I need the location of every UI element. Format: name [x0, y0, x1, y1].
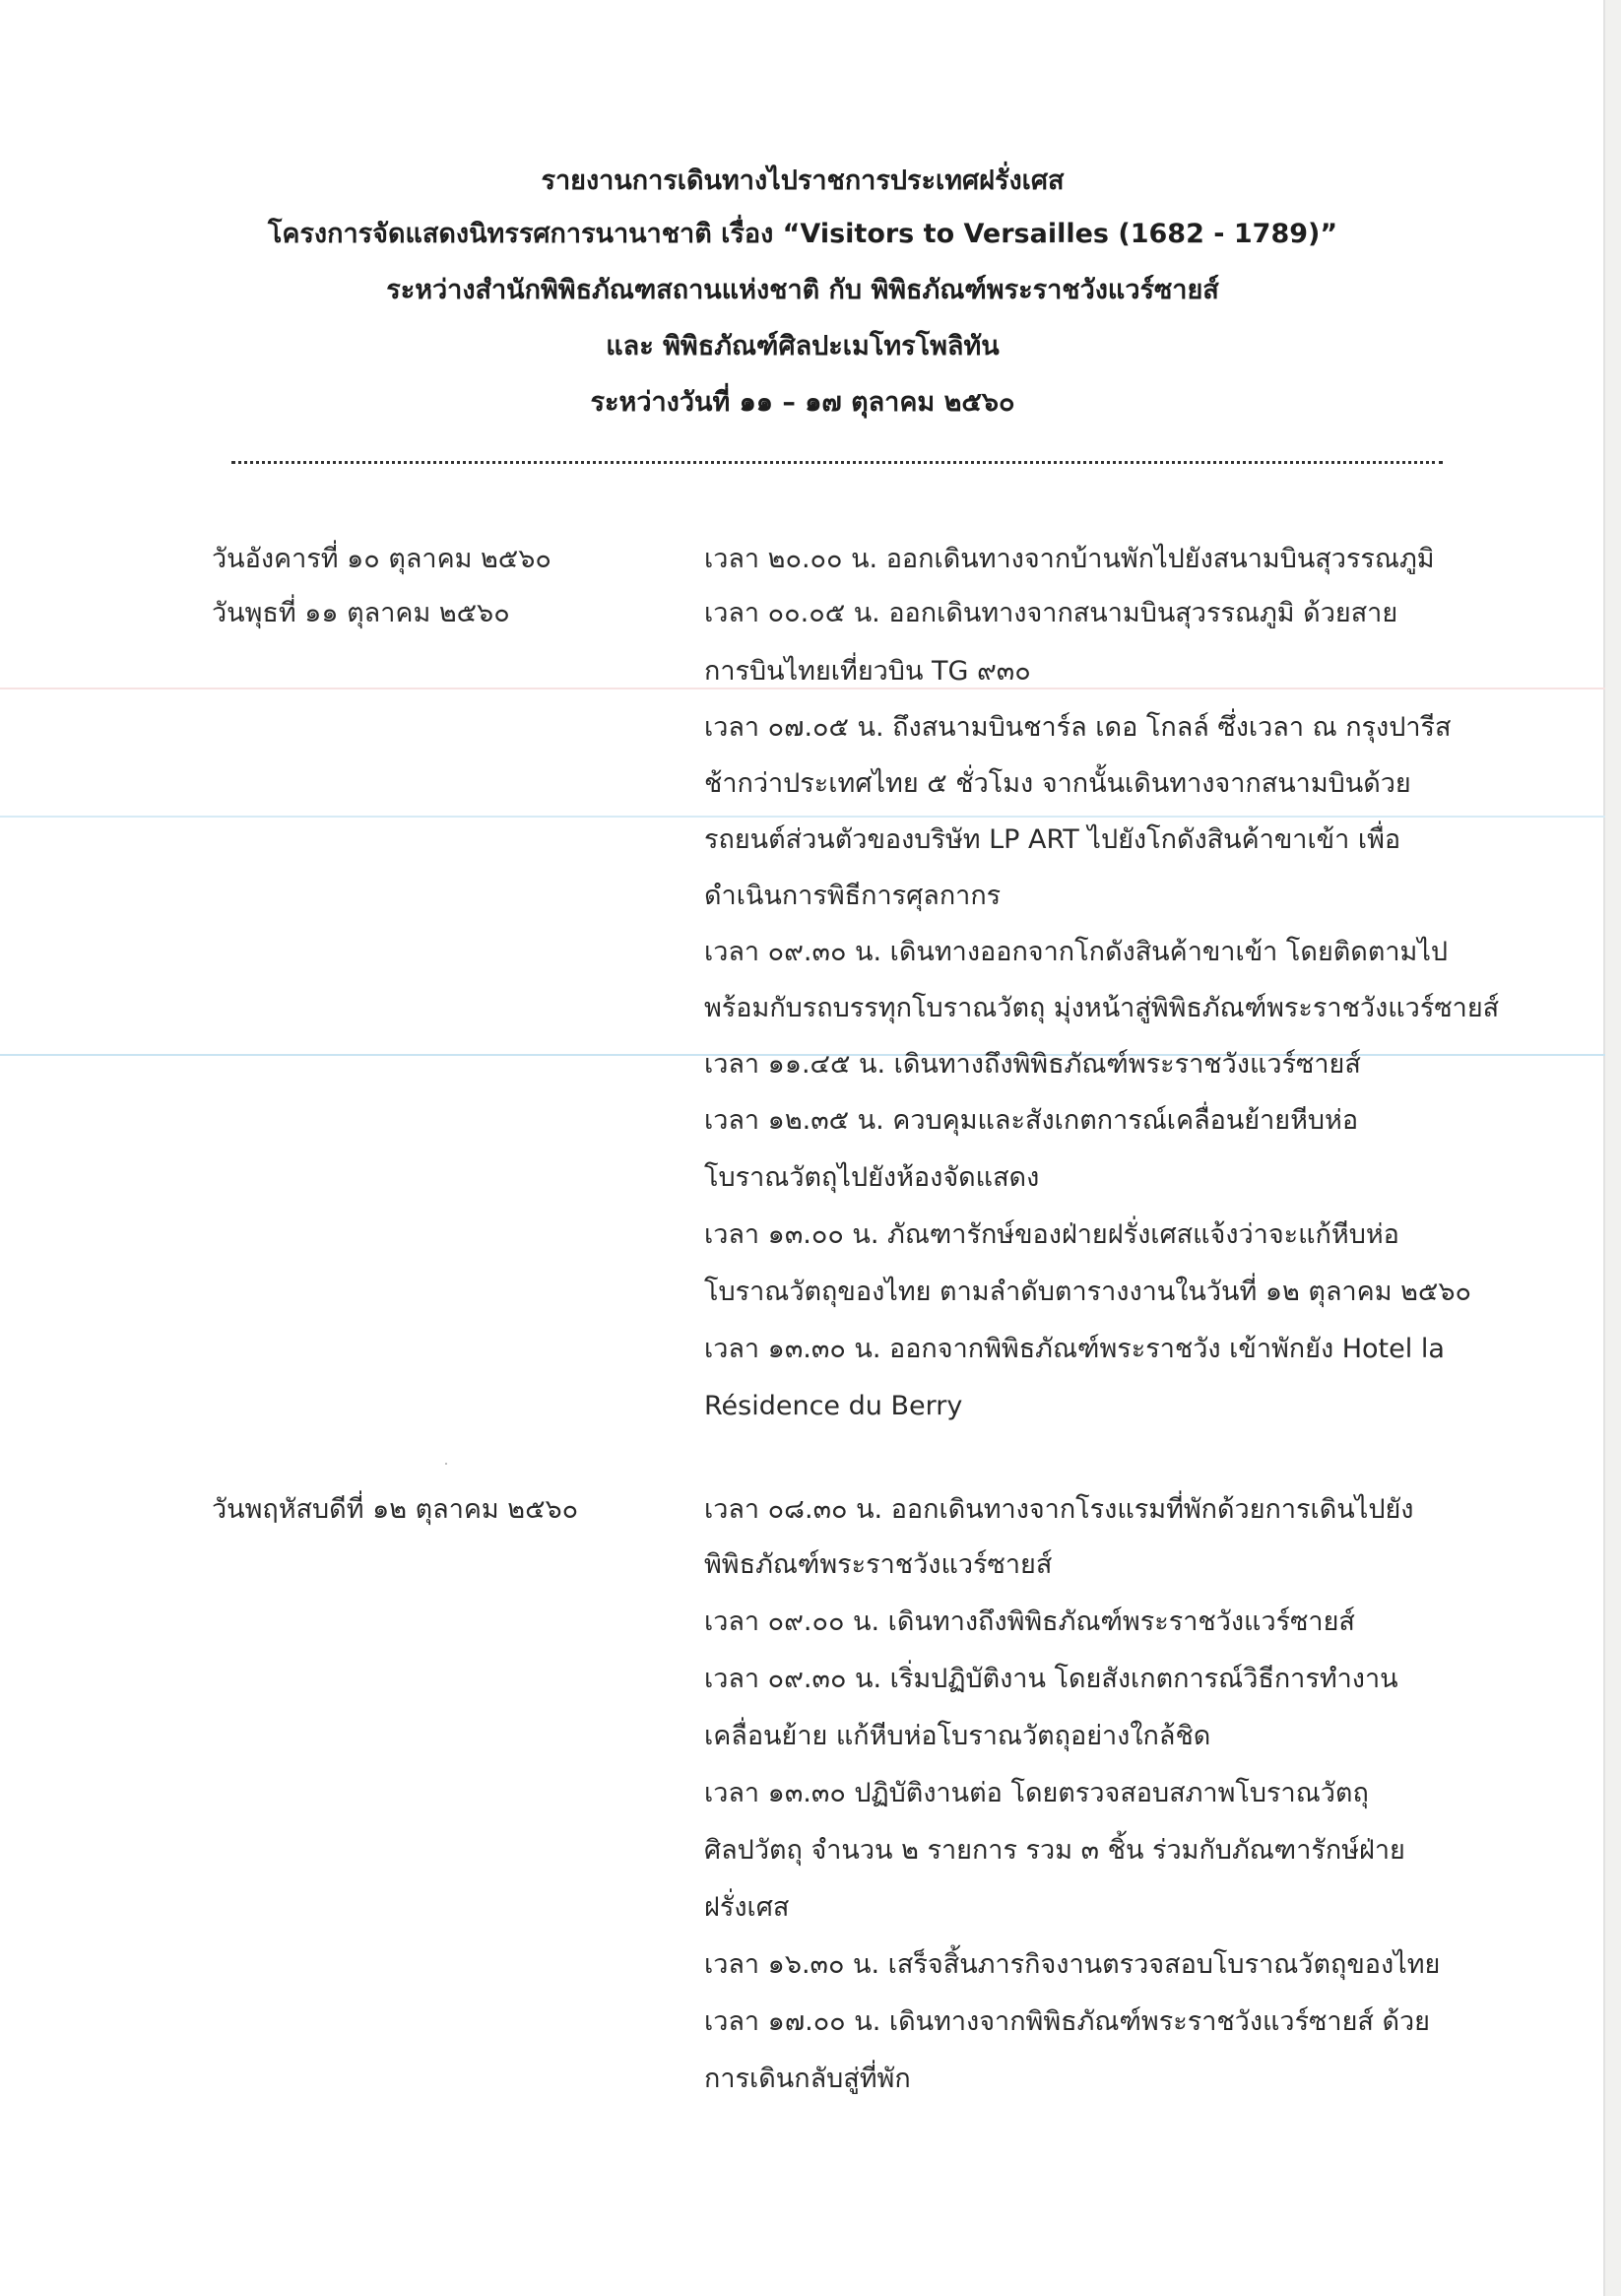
itinerary-line: Résidence du Berry [704, 1391, 963, 1421]
itinerary-line: เวลา ๐๙.๓๐ น. เดินทางออกจากโกดังสินค้าขาเข้า โดยติดตามไป [704, 937, 1449, 967]
itinerary-line: โบราณวัตถุของไทย ตามลำดับตารางงานในวันที่ ๑๒ ตุลาคม ๒๕๖๐ [704, 1277, 1471, 1307]
day-label: วันพุธที่ ๑๑ ตุลาคม ๒๕๖๐ [212, 598, 510, 628]
itinerary-line: เวลา ๐๙.๐๐ น. เดินทางถึงพิพิธภัณฑ์พระราชวังแวร์ซายส์ [704, 1607, 1355, 1637]
itinerary-line: การบินไทยเที่ยวบิน TG ๙๓๐ [704, 656, 1031, 687]
itinerary-line: เคลื่อนย้าย แก้หีบห่อโบราณวัตถุอย่างใกล้ชิด [704, 1721, 1211, 1751]
itinerary-line: พร้อมกับรถบรรทุกโบราณวัตถุ มุ่งหน้าสู่พิพิธภัณฑ์พระราชวังแวร์ซายส์ [704, 993, 1500, 1023]
itinerary-line: เวลา ๐๗.๐๕ น. ถึงสนามบินชาร์ล เดอ โกลล์ ซึ่งเวลา ณ กรุงปารีส [704, 712, 1452, 743]
itinerary-line: เวลา ๑๓.๓๐ ปฏิบัติงานต่อ โดยตรวจสอบสภาพโบราณวัตถุ [704, 1778, 1369, 1808]
itinerary-line: ฝรั่งเศส [704, 1892, 790, 1923]
itinerary-line: เวลา ๐๘.๓๐ น. ออกเดินทางจากโรงแรมที่พักด้วยการเดินไปยัง [704, 1494, 1414, 1525]
itinerary-line: ช้ากว่าประเทศไทย ๕ ชั่วโมง จากนั้นเดินทางจากสนามบินด้วย [704, 768, 1411, 799]
itinerary-line: เวลา ๑๓.๐๐ น. ภัณฑารักษ์ของฝ่ายฝรั่งเศสแจ้งว่าจะแก้หีบห่อ [704, 1219, 1399, 1250]
itinerary-line: พิพิธภัณฑ์พระราชวังแวร์ซายส์ [704, 1549, 1053, 1580]
scan-artifact [0, 816, 1605, 818]
itinerary-line: เวลา ๑๖.๓๐ น. เสร็จสิ้นภารกิจงานตรวจสอบโบราณวัตถุของไทย [704, 1949, 1441, 1980]
day-label: วันอังคารที่ ๑๐ ตุลาคม ๒๕๖๐ [212, 544, 551, 574]
itinerary-line: เวลา ๑๑.๔๕ น. เดินทางถึงพิพิธภัณฑ์พระราชวังแวร์ซายส์ [704, 1049, 1361, 1080]
project-title: โครงการจัดแสดงนิทรรศการนานาชาติ เรื่อง “Visitors to Versailles (1682 - 1789)” [267, 219, 1338, 249]
itinerary-line: เวลา ๒๐.๐๐ น. ออกเดินทางจากบ้านพักไปยังสนามบินสุวรรณภูมิ [704, 544, 1435, 574]
itinerary-line: โบราณวัตถุไปยังห้องจัดแสดง [704, 1162, 1040, 1193]
scan-speck [445, 1463, 447, 1465]
report-title: รายงานการเดินทางไปราชการประเทศฝรั่งเศส [541, 165, 1065, 196]
itinerary-line: เวลา ๑๒.๓๕ น. ควบคุมและสังเกตการณ์เคลื่อนย้ายหีบห่อ [704, 1105, 1359, 1136]
day-label: วันพฤหัสบดีที่ ๑๒ ตุลาคม ๒๕๖๐ [212, 1494, 579, 1525]
itinerary-line: ศิลปวัตถุ จำนวน ๒ รายการ รวม ๓ ชิ้น ร่วมกับภัณฑารักษ์ฝ่าย [704, 1835, 1405, 1866]
itinerary-line: เวลา ๐๐.๐๕ น. ออกเดินทางจากสนามบินสุวรรณภูมิ ด้วยสาย [704, 598, 1398, 628]
page-edge [1603, 0, 1621, 2296]
itinerary-line: ดำเนินการพิธีการศุลกากร [704, 881, 1002, 911]
partners-line-2: และ พิพิธภัณฑ์ศิลปะเมโทรโพลิทัน [606, 331, 1000, 361]
date-range: ระหว่างวันที่ ๑๑ – ๑๗ ตุลาคม ๒๕๖๐ [590, 387, 1015, 418]
scan-artifact [0, 688, 1605, 689]
itinerary-line: เวลา ๐๙.๓๐ น. เริ่มปฏิบัติงาน โดยสังเกตการณ์วิธีการทำงาน [704, 1664, 1398, 1694]
partners-line: ระหว่างสำนักพิพิธภัณฑสถานแห่งชาติ กับ พิพิธภัณฑ์พระราชวังแวร์ซายส์ [386, 275, 1219, 305]
dotted-separator [231, 461, 1443, 464]
itinerary-line: การเดินกลับสู่ที่พัก [704, 2064, 911, 2094]
itinerary-line: เวลา ๑๓.๓๐ น. ออกจากพิพิธภัณฑ์พระราชวัง เข้าพักยัง Hotel la [704, 1334, 1445, 1364]
itinerary-line: รถยนต์ส่วนตัวของบริษัท LP ART ไปยังโกดังสินค้าขาเข้า เพื่อ [704, 824, 1401, 855]
itinerary-line: เวลา ๑๗.๐๐ น. เดินทางจากพิพิธภัณฑ์พระราชวังแวร์ซายส์ ด้วย [704, 2006, 1430, 2037]
